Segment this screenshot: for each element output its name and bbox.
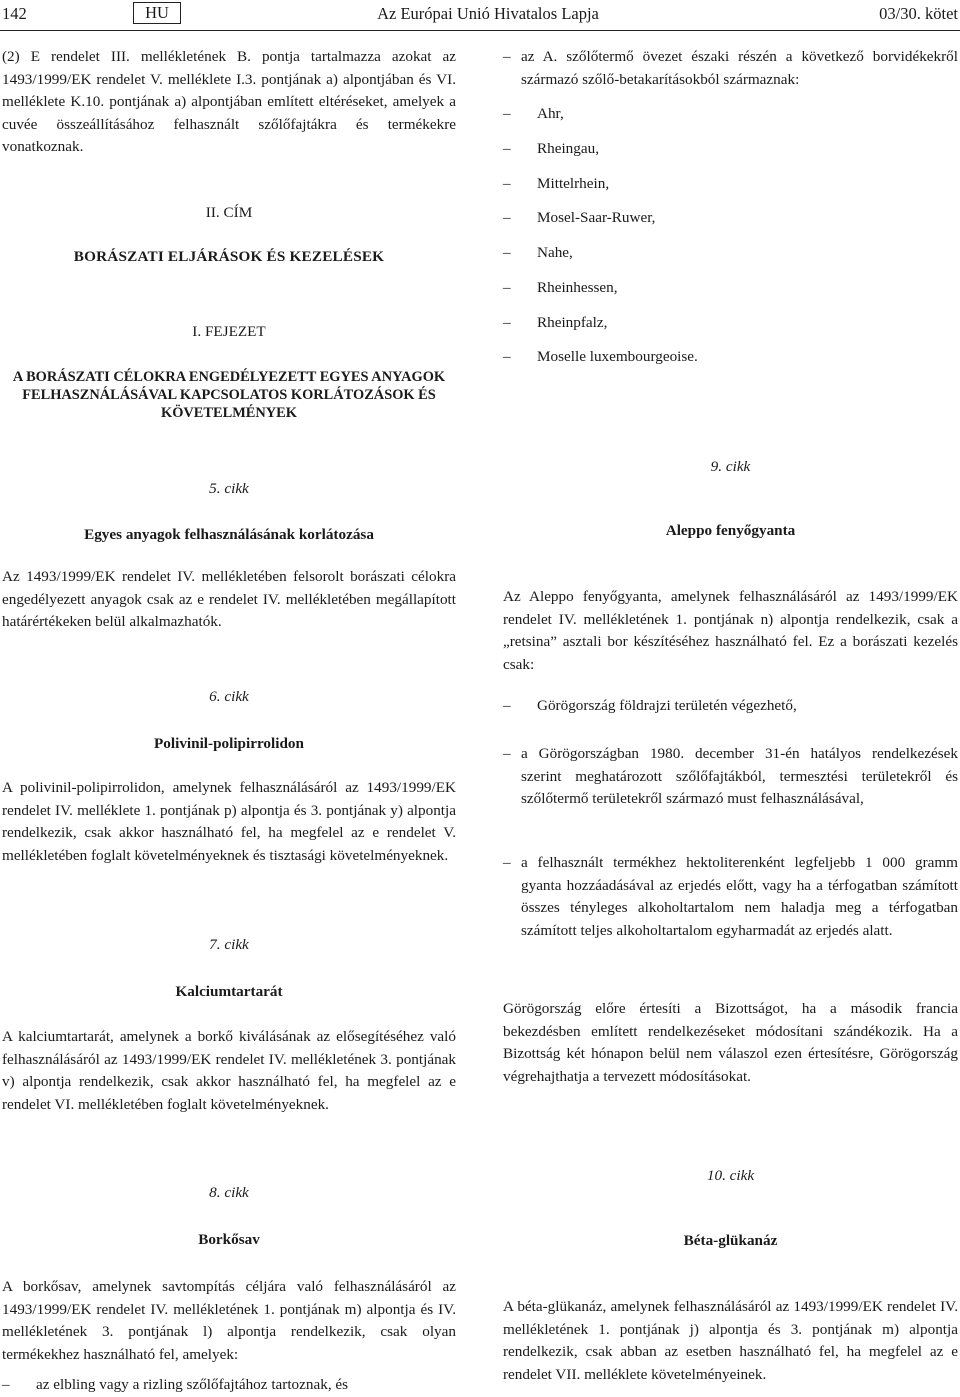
region-item: – Moselle luxembourgeoise. [503,346,958,369]
article-10-title: Béta-glükanáz [683,1232,778,1249]
article-8-label: 8. cikk [209,1184,249,1201]
article-10-label: 10. cikk [706,1167,755,1184]
intro-paragraph: (2) E rendelet III. mellékletének B. pontja tartalmazza azokat az 1493/1999/EK rendelet V. melléklete I.3. pontjának a) alpontjában és VI. melléklete K.10. pontjának a) alpontjában említett eltéréseket, amelyek a cuvée összeállításához felhasznált szőlőfajtákra és termékekre vonatkoznak. [2,48,456,156]
article-6-text: A polivinil-polipirrolidon, amelynek felhasználásáról az 1493/1999/EK rendelet IV. melléklete 1. pontjának p) alpontja és 3. pontjának y) alpontja rendelkezik, csak akkor használható fel, ha megfelel az e rendelet V. mellékletében foglalt követelményeknek és tisztasági követelményeknek. [2,779,456,864]
region-item: – Mittelrhein, [503,173,958,196]
article-5-label: 5. cikk [209,480,249,497]
article-6-title: Polivinil-polipirrolidon [154,735,304,752]
page-header [0,0,960,31]
article-9-item: – a Görögországban 1980. december 31-én hatályos rendelkezések szerint meghatározott szőlőfajtákból, termesztési területekről és szőlőtermő területekről származó must felhasználásával, [503,743,958,811]
region-item: – Ahr, [503,103,958,126]
region-item: – Rheingau, [503,138,958,161]
chapter-label: I. FEJEZET [192,323,266,340]
region-item: – Mosel-Saar-Ruwer, [503,207,958,230]
article-8-title: Borkősav [198,1231,260,1248]
article-7-title: Kalciumtartarát [175,983,283,1000]
article-9-title: Aleppo fenyőgyanta [665,522,796,539]
article-6-label: 6. cikk [209,688,249,705]
volume-label: 03/30. kötet [879,4,958,23]
article-7-text: A kalciumtartarát, amelynek a borkő kiválásának az elősegítéséhez való felhasználásáról az 1493/1999/EK rendelet IV. mellékletének 3. pontjának v) alpontja rendelkezik, csak akkor használható fel, ha megfelel az e rendelet VI. mellékletében foglalt követelményeknek. [2,1028,456,1113]
article-9-item: – a felhasznált termékhez hektoliterenként legfeljebb 1 000 gramm gyanta hozzáadásával az erjedés előtt, vagy ha a térfogatban számított összes tényleges alkoholtartalom nem haladja meg a térfogatban számított teljes alkoholtartalom egyharmadát az erjedés alatt. [503,852,958,942]
article-9-text: Az Aleppo fenyőgyanta, amelynek felhasználásáról az 1493/1999/EK rendelet IV. mellékletének 1. pontjának n) alpontja rendelkezik, csak a „retsina” asztali bor készítéséhez használható fel. Ez a borászati kezelés csak: [503,588,958,673]
title-name: BORÁSZATI ELJÁRÁSOK ÉS KEZELÉSEK [73,248,385,265]
article-10-text: A béta-glükanáz, amelynek felhasználásáról az 1493/1999/EK rendelet IV. mellékletének 1. pontjának j) alpontja és 3. pontjának m) alpontja rendelkezik, csak abban az esetben használható fel, ha megfelel az e rendelet VII. melléklete követelményeinek. [503,1298,958,1383]
article-9-label: 9. cikk [710,458,751,475]
chapter-name: A BORÁSZATI CÉLOKRA ENGEDÉLYEZETT EGYES ANYAGOK FELHASZNÁLÁSÁVAL KAPCSOLATOS KORLÁTOZÁSOK ÉS KÖVETELMÉNYEK [12,369,446,421]
title-label: II. CÍM [205,204,253,221]
article-8-text: A borkősav, amelynek savtompítás céljára való felhasználásáról az 1493/1999/EK rendelet IV. mellékletének 1. pontjának m) alpontja és IV. mellékletének 3. pontjának l) alpontja rendelkezik, csak olyan termékekhez használható fel, amelyek: [2,1278,456,1363]
language-badge: HU [133,2,181,24]
journal-title: Az Európai Unió Hivatalos Lapja [377,4,599,23]
article-9-item: – Görögország földrajzi területén végezhető, [503,695,958,718]
region-item: – Nahe, [503,242,958,265]
region-lead: – az A. szőlőtermő övezet északi részén a következő borvidékekről származó szőlő-betakarításokból származnak: [503,46,958,91]
region-item: – Rheinpfalz, [503,312,958,335]
article-5-text: Az 1493/1999/EK rendelet IV. mellékletében felsorolt borászati célokra engedélyezett anyagok csak az e rendelet IV. mellékletében megállapított határértékeken belül alkalmazhatók. [2,568,456,631]
article-5-title: Egyes anyagok felhasználásának korlátozása [84,526,374,543]
page-number: 142 [2,4,27,23]
region-item: – Rheinhessen, [503,277,958,300]
article-8-item: – az elbling vagy a rizling szőlőfajtához tartoznak, és [2,1374,456,1397]
article-7-label: 7. cikk [209,936,249,953]
article-9-text-2: Görögország előre értesíti a Bizottságot, ha a második francia bekezdésben említett rendelkezéseket módosítani szándékozik. Ha a Bizottság két hónapon belül nem válaszol ezen értesítésre, Görögország végrehajthatja a tervezett módosításokat. [503,1000,958,1085]
